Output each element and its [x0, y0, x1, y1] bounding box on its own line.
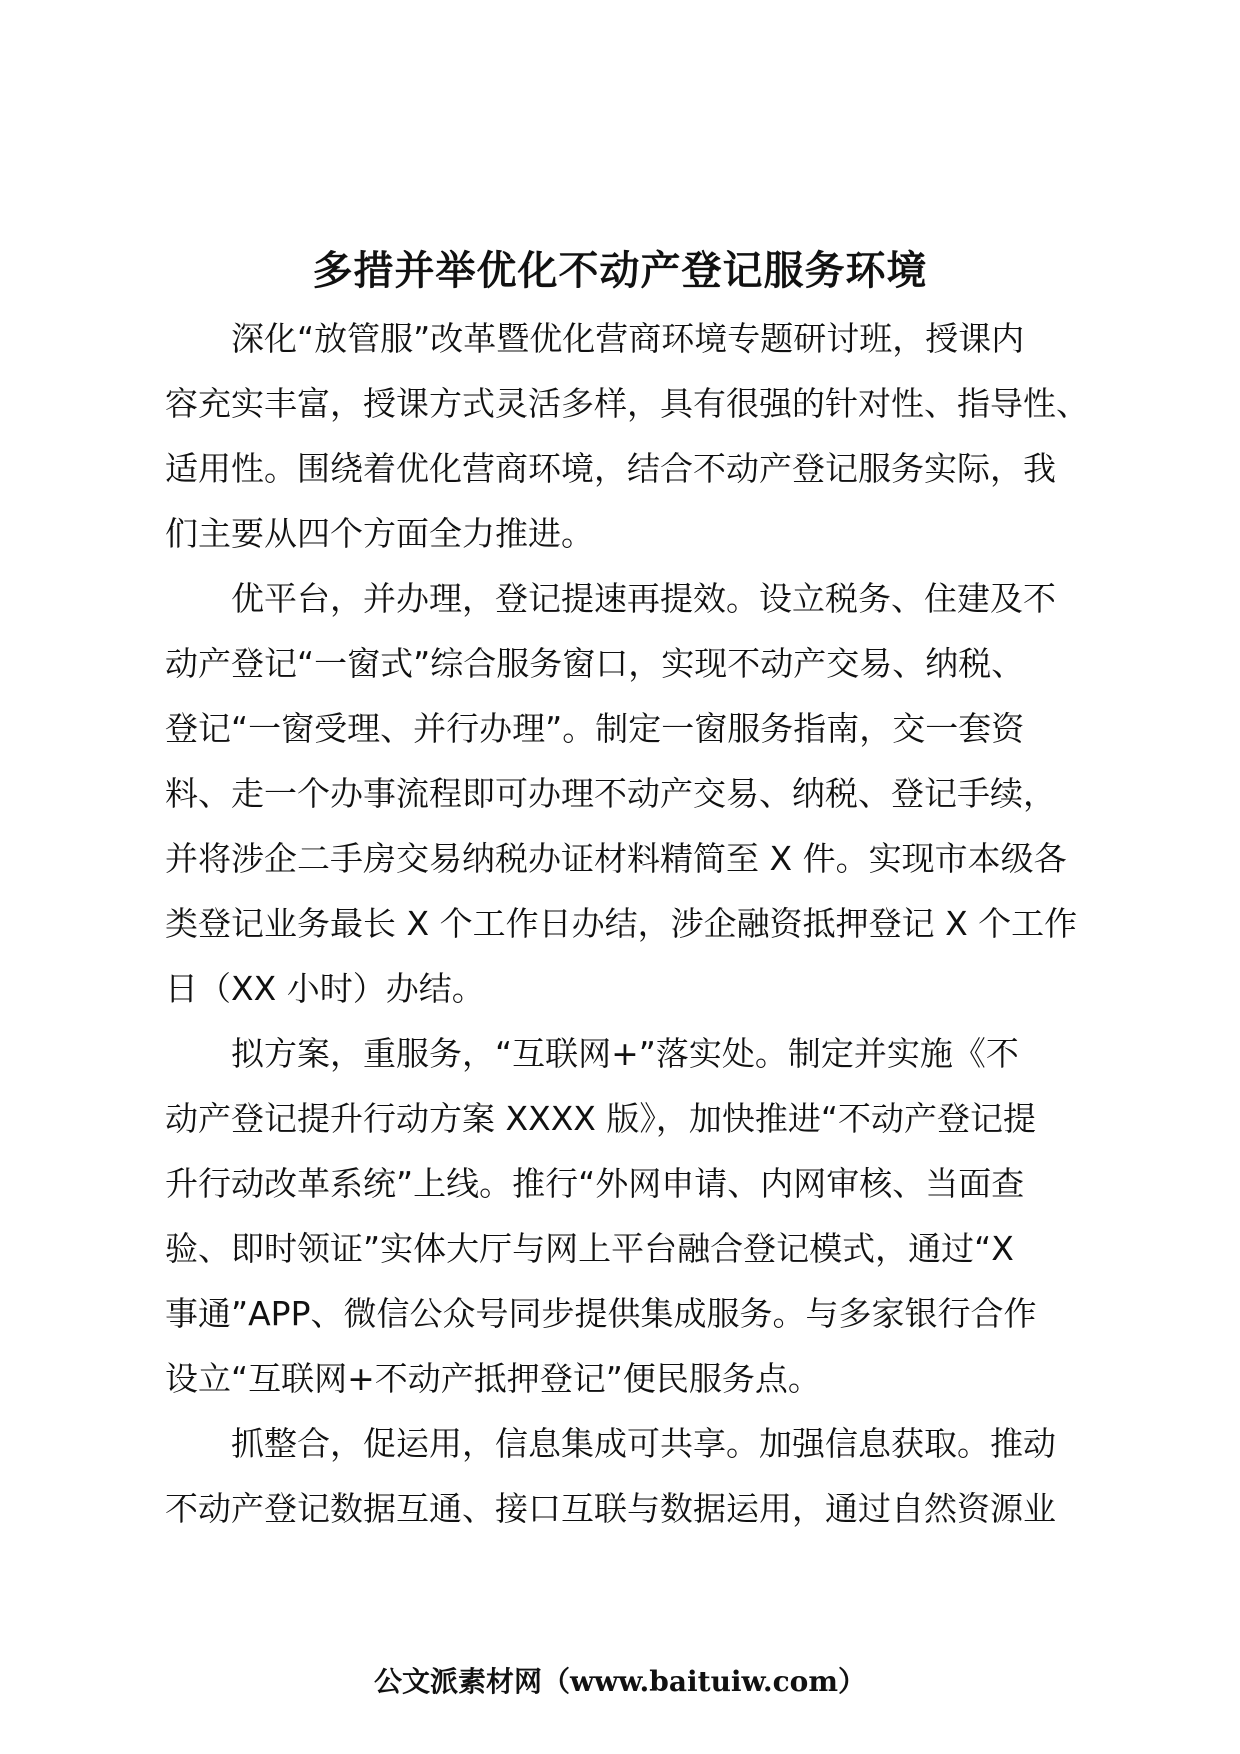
body-line: 不动产登记数据互通、接口互联与数据运用，通过自然资源业 [165, 1489, 1056, 1528]
body-line: 动产登记“一窗式”综合服务窗口，实现不动产交易、纳税、 [165, 644, 1025, 683]
body-line: 料、走一个办事流程即可办理不动产交易、纳税、登记手续， [165, 774, 1056, 813]
body-line: 类登记业务最长 X 个工作日办结，涉企融资抵押登记 X 个工作 [165, 904, 1078, 943]
document-body [165, 306, 1089, 1541]
body-line: 事通”APP、微信公众号同步提供集成服务。与多家银行合作 [165, 1294, 1037, 1333]
body-line: 深化“放管服”改革暨优化营商环境专题研讨班，授课内 [165, 319, 1025, 358]
body-line: 并将涉企二手房交易纳税办证材料精简至 X 件。实现市本级各 [165, 839, 1067, 878]
body-line: 动产登记提升行动方案 XXXX 版》，加快推进“不动产登记提 [165, 1099, 1037, 1138]
body-line: 容充实丰富，授课方式灵活多样，具有很强的针对性、指导性、 [165, 384, 1089, 423]
body-line: 登记“一窗受理、并行办理”。制定一窗服务指南，交一套资 [165, 709, 1025, 748]
body-line: 验、即时领证”实体大厅与网上平台融合登记模式，通过“X [165, 1229, 1014, 1268]
body-line: 们主要从四个方面全力推进。 [165, 514, 594, 553]
body-line: 日（XX 小时）办结。 [165, 969, 485, 1008]
body-line: 拟方案，重服务，“互联网+”落实处。制定并实施《不 [165, 1034, 1019, 1073]
body-line: 设立“互联网+不动产抵押登记”便民服务点。 [165, 1359, 821, 1398]
body-line: 适用性。围绕着优化营商环境，结合不动产登记服务实际，我 [165, 449, 1056, 488]
document-title: 多措并举优化不动产登记服务环境 [312, 248, 928, 294]
footer-watermark: 公文派素材网（www.baituiw.com） [374, 1665, 866, 1698]
body-line: 抓整合，促运用，信息集成可共享。加强信息获取。推动 [165, 1424, 1056, 1463]
body-line: 优平台，并办理，登记提速再提效。设立税务、住建及不 [165, 579, 1056, 618]
body-line: 升行动改革系统”上线。推行“外网申请、内网审核、当面查 [165, 1164, 1025, 1203]
